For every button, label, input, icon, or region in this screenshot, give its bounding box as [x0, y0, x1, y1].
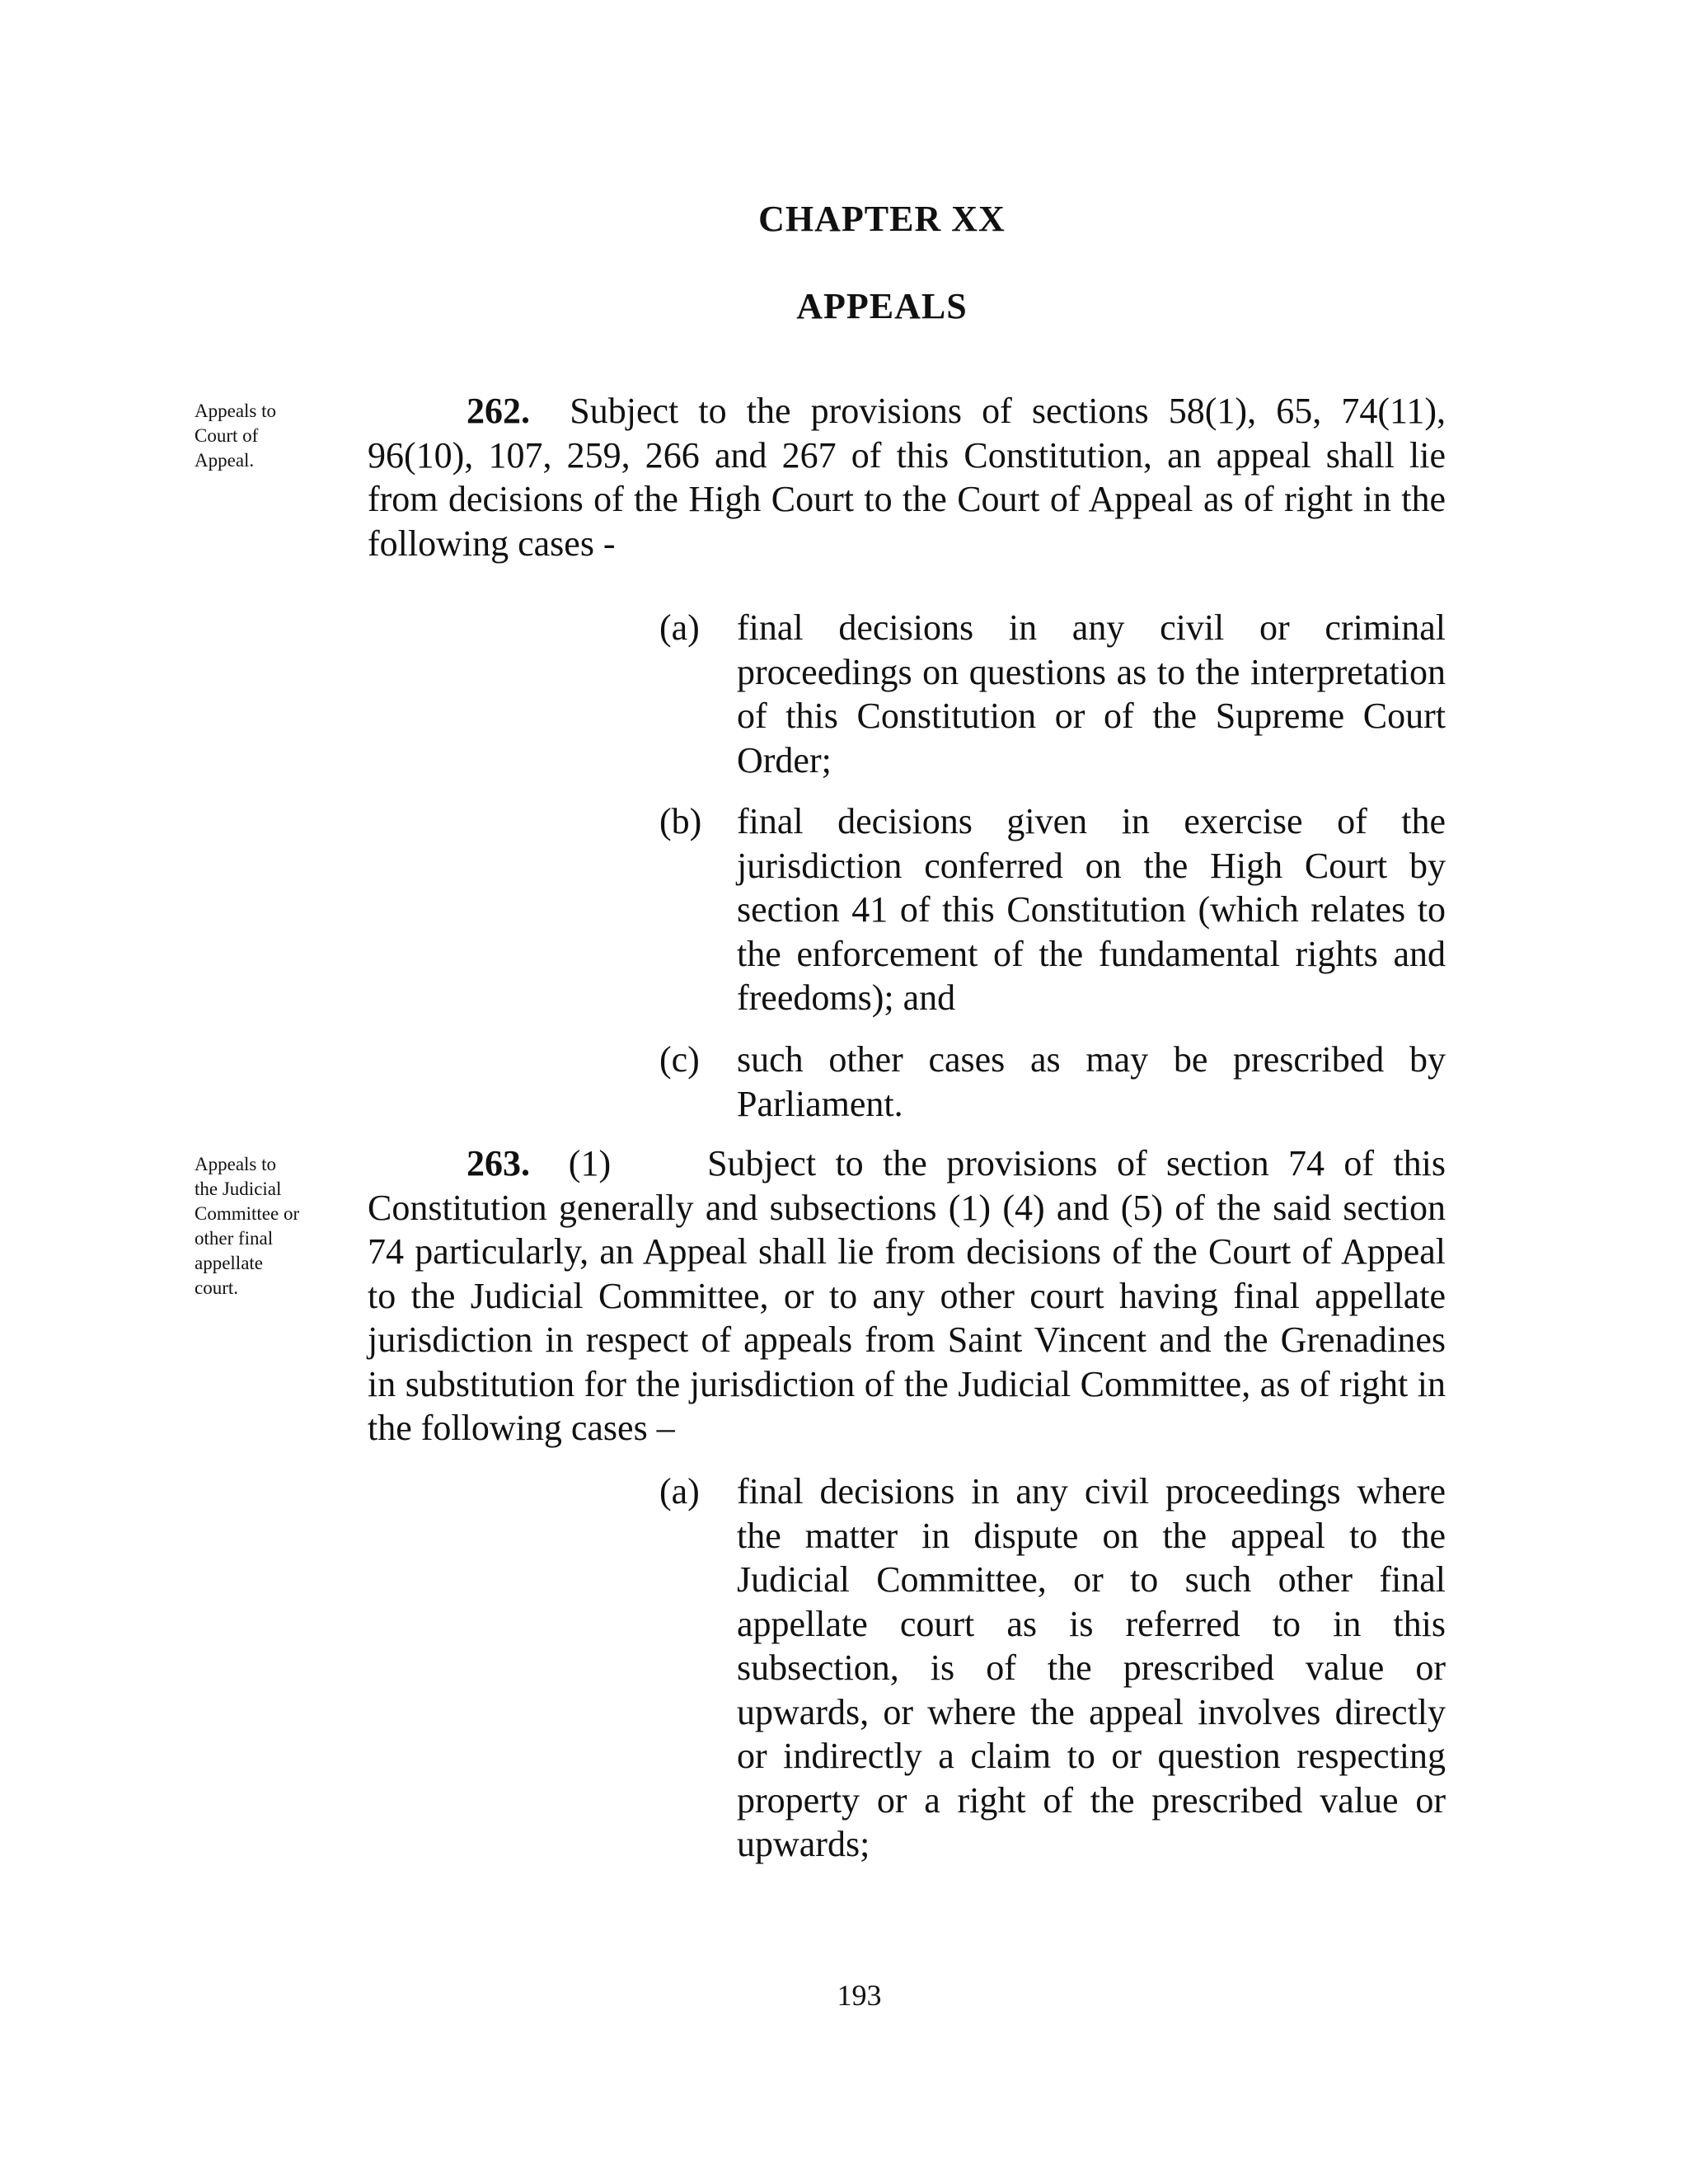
item-text: such other cases as may be prescribed by Parliament.	[737, 1039, 1446, 1124]
section-262-item-b	[659, 799, 1446, 1020]
item-text: final decisions in any civil or criminal proceedings on questions as to the interpretation of this Constitution or of the Supreme Court Order;	[737, 607, 1446, 780]
section-263-intro	[368, 1141, 1446, 1451]
item-text: final decisions in any civil proceedings where the matter in dispute on the appeal to the Judicial Committee, or to such other final appellate court as is referred to in this subsection, is of the prescribed value or upwards, or where the appeal involves directly or indirectly a claim to or question respecting property or a right of the prescribed value or upwards;	[737, 1471, 1446, 1864]
section-263-text: Subject to the provisions of section 74 of this Constitution generally and subsections (1) (4) and (5) of the said section 74 particularly, an Appeal shall lie from decisions of the Court of Appeal to the Judicial Committee, or to any other court having final appellate jurisdiction in respect of appeals from Saint Vincent and the Grenadines in substitution for the jurisdiction of the Judicial Committee, as of right in the following cases –	[368, 1143, 1447, 1448]
section-262-text: Subject to the provisions of sections 58(1), 65, 74(11), 96(10), 107, 259, 266 and 267 of this Constitution, an appeal shall lie from decisions of the High Court to the Court of Appeal as of right in the following cases -	[368, 391, 1447, 564]
chapter-title: APPEALS	[796, 286, 968, 326]
margin-note-263: Appeals to the Judicial Committee or other final appellate court.	[195, 1154, 300, 1298]
subsection-number: (1)	[568, 1143, 612, 1183]
section-262-item-c	[659, 1038, 1446, 1126]
section-number-263: 263.	[467, 1143, 530, 1183]
margin-note-262: Appeals to Court of Appeal.	[195, 401, 277, 471]
section-262-item-a	[659, 606, 1446, 782]
item-text: final decisions given in exercise of the jurisdiction conferred on the High Court by section 41 of this Constitution (which relates to the enforcement of the fundamental rights and freedoms); and	[737, 801, 1446, 1018]
chapter-number: CHAPTER XX	[758, 199, 1006, 239]
page-number: 193	[837, 1979, 882, 2012]
section-263-item-a	[659, 1469, 1446, 1867]
section-262-intro	[368, 389, 1446, 565]
item-label: (a)	[659, 607, 700, 648]
section-number-262: 262.	[467, 391, 530, 431]
item-label: (a)	[659, 1471, 700, 1511]
item-label: (b)	[659, 801, 702, 841]
item-label: (c)	[659, 1039, 700, 1080]
